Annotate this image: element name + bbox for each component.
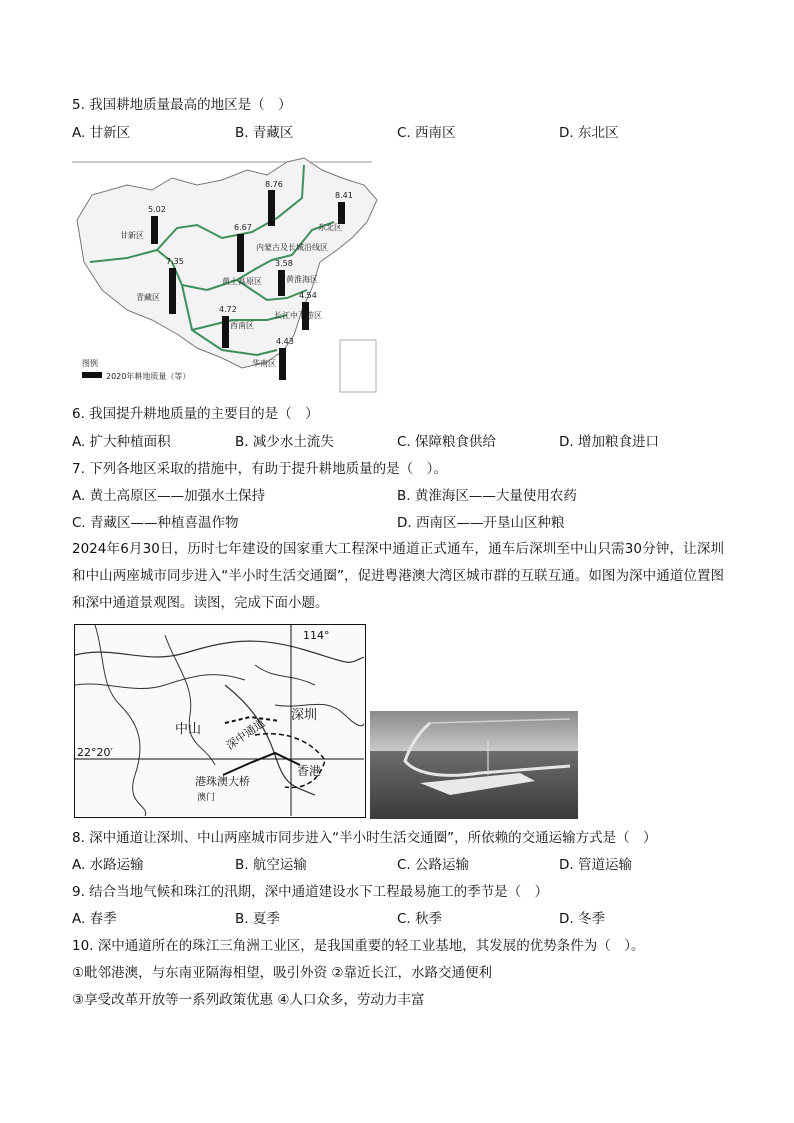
q5-option-a: A. 甘新区	[72, 125, 131, 141]
region-qingzang: 青藏区	[136, 293, 160, 302]
label-shenzhen: 深圳	[291, 708, 318, 723]
label-hzmb: 港珠澳大桥	[195, 775, 250, 788]
region-xinan: 西南区	[230, 321, 254, 330]
bar-neimenggu	[268, 190, 275, 226]
bar-ganxin	[151, 216, 158, 244]
bar-value-huanghuaihai: 3.58	[275, 259, 293, 268]
q7-option-d: D. 西南区——开垦山区种粮	[397, 515, 565, 531]
region-dongbei: 东北区	[318, 223, 342, 232]
q8-stem: 8. 深中通道让深圳、中山两座城市同步进入“半小时生活交通圈”，所依赖的交通运输方式是（ ）	[72, 830, 657, 846]
q6-option-c: C. 保障粮食供给	[397, 434, 497, 450]
bar-value-changjiang: 4.54	[299, 291, 317, 300]
q9-stem: 9. 结合当地气候和珠江的汛期，深中通道建设水下工程最易施工的季节是（ ）	[72, 884, 549, 900]
label-shenzhong-tongdao: 深中通道	[223, 716, 268, 753]
bar-value-neimenggu: 8.76	[265, 180, 283, 189]
q10-stem: 10. 深中通道所在的珠江三角洲工业区，是我国重要的轻工业基地，其发展的优势条件为（ ）。	[72, 938, 645, 954]
q8-option-b: B. 航空运输	[235, 857, 307, 873]
label-hongkong: 香港	[297, 764, 322, 778]
q9-option-a: A. 春季	[72, 911, 117, 927]
q8-option-c: C. 公路运输	[397, 857, 470, 873]
q5-option-c: C. 西南区	[397, 125, 456, 141]
bar-value-dongbei: 8.41	[335, 191, 353, 200]
label-zhongshan: 中山	[175, 722, 202, 737]
bar-xinan	[222, 316, 229, 348]
q7-stem: 7. 下列各地区采取的措施中，有助于提升耕地质量的是（ ）。	[72, 461, 447, 477]
q7-option-a: A. 黄土高原区——加强水土保持	[72, 488, 266, 504]
bar-huanan	[279, 348, 286, 380]
bar-huangtu	[237, 234, 244, 272]
region-huanan: 华南区	[252, 359, 276, 368]
region-huangtu: 黄土高原区	[222, 277, 262, 286]
label-macau: 澳门	[197, 793, 216, 803]
region-ganxin: 甘新区	[120, 231, 144, 240]
q5-option-d: D. 东北区	[559, 125, 619, 141]
q7-option-c: C. 青藏区——种植喜温作物	[72, 515, 239, 531]
legend-swatch	[82, 372, 102, 378]
q6-option-d: D. 增加粮食进口	[559, 434, 659, 450]
legend-title: 图例	[82, 359, 98, 368]
bar-value-huanan: 4.43	[276, 337, 294, 346]
q6-stem: 6. 我国提升耕地质量的主要目的是（ ）	[72, 406, 319, 422]
q5-option-b: B. 青藏区	[235, 125, 294, 141]
region-huanghuaihai: 黄淮海区	[286, 275, 318, 284]
q9-option-c: C. 秋季	[397, 911, 443, 927]
bar-dongbei	[338, 202, 345, 224]
region-neimenggu: 内蒙古及长城沿线区	[256, 243, 328, 252]
q7-option-b: B. 黄淮海区——大量使用农药	[397, 488, 577, 504]
legend-label: 2020年耕地质量（等）	[106, 372, 191, 381]
q8-option-d: D. 管道运输	[559, 857, 632, 873]
bar-value-xinan: 4.72	[219, 305, 237, 314]
q5-stem: 5. 我国耕地质量最高的地区是（ ）	[72, 97, 292, 113]
bar-value-ganxin: 5.02	[148, 205, 166, 214]
q8-option-a: A. 水路运输	[72, 857, 144, 873]
region-changjiang: 长江中下游区	[274, 311, 322, 320]
latitude-label: 22°20′	[77, 746, 113, 759]
longitude-label: 114°	[303, 629, 330, 642]
bar-huanghuaihai	[278, 270, 285, 296]
bar-qingzang	[169, 268, 176, 314]
q9-option-d: D. 冬季	[559, 911, 605, 927]
q6-option-b: B. 减少水土流失	[235, 434, 334, 450]
q10-statements-line2: ③享受改革开放等一系列政策优惠 ④人口众多，劳动力丰富	[72, 992, 425, 1008]
q9-option-b: B. 夏季	[235, 911, 280, 927]
q10-statements-line1: ①毗邻港澳，与东南亚隔海相望，吸引外资 ②靠近长江，水路交通便利	[72, 965, 492, 981]
bar-value-qingzang: 7.35	[166, 257, 184, 266]
shenzhong-location-map	[74, 624, 366, 818]
shenzhong-landscape-photo	[370, 711, 578, 819]
china-farmland-quality-map	[72, 150, 388, 396]
passage-shenzhong: 2024年6月30日，历时七年建设的国家重大工程深中通道正式通车，通车后深圳至中山只需30分钟，让深圳和中山两座城市同步进入“半小时生活交通圈”，促进粤港澳大湾区城市群的互联互通。如图为深中通道位置图和深中通道景观图。读图，完成下面小题。	[72, 541, 724, 611]
bar-value-huangtu: 6.67	[234, 223, 252, 232]
q6-option-a: A. 扩大种植面积	[72, 434, 171, 450]
